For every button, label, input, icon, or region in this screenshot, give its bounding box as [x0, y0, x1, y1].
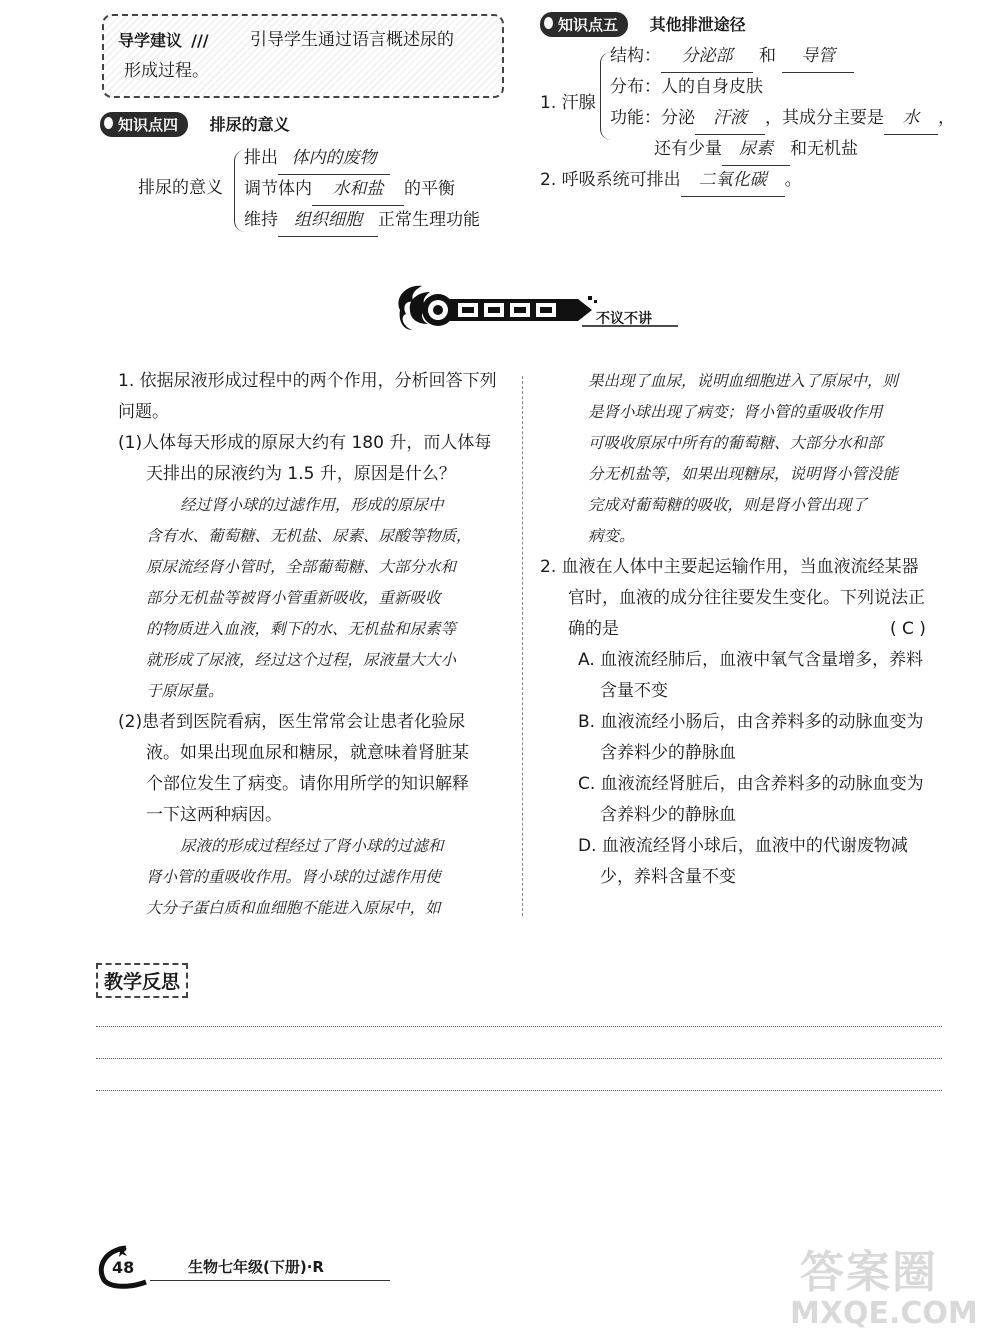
kp5-header [540, 12, 746, 37]
q2-option-a-line1: A. 血液流经肺后，血液中氧气含量增多，养料 [578, 650, 924, 670]
kp5-resp-fill: 二氧化碳 [681, 165, 785, 197]
kp5-resp-post: 。 [784, 170, 802, 190]
kp5-also [654, 134, 858, 166]
kp4-row-2 [244, 174, 455, 206]
kp5-function [610, 103, 955, 135]
kp5-also-fill: 尿素 [722, 134, 790, 166]
kp5-structure [610, 41, 854, 73]
q1-p1-line2: 天排出的尿液约为 1.5 升，原因是什么？ [146, 464, 456, 484]
kp4-row-2-fill: 水和盐 [312, 174, 404, 206]
kp5-function-mid: ，其成分主要是 [765, 108, 884, 128]
q1-a2-left-line2: 肾小管的重吸收作用。肾小球的过滤作用使 [146, 868, 441, 886]
q2-stem-line2: 官时，血液的成分往往要发生变化。下列说法正 [568, 588, 925, 608]
kp4-title: 排尿的意义 [209, 115, 290, 134]
q1-a1-line6: 就形成了尿液，经过这个过程，尿液量大大小 [146, 651, 457, 669]
q1-a2-right-line3: 可吸收原尿中所有的葡萄糖、大部分水和部 [588, 434, 883, 452]
q2-option-d-line2: 少，养料含量不变 [600, 867, 736, 887]
q1-a2-left-line1: 尿液的形成过程经过了肾小球的过滤和 [180, 837, 444, 855]
kp5-function-fill1: 汗液 [695, 103, 765, 135]
kp4-row-3-fill: 组织细胞 [278, 205, 378, 237]
kp4-label: 知识点四 [100, 112, 188, 137]
guide-text-line2: 形成过程。 [124, 61, 209, 81]
q1-a1-line2: 含有水、葡萄糖、无机盐、尿素、尿酸等物质， [146, 527, 472, 545]
kp5-function-end: ， [938, 108, 955, 128]
guide-slashes: /// [191, 31, 209, 50]
q1-stem-line2: 问题。 [118, 402, 169, 422]
kp5-function-pre: 功能：分泌 [610, 108, 695, 128]
q1-a1-line3: 原尿流经肾小管时，全部葡萄糖、大部分水和 [146, 558, 457, 576]
kp5-respiration [540, 165, 802, 197]
q1-a2-left-line3: 大分子蛋白质和血细胞不能进入原尿中，如 [146, 899, 441, 917]
kp4-row-2-pre: 调节体内 [244, 179, 312, 199]
q1-a1-line5: 的物质进入血液，剩下的水、无机盐和尿素等 [146, 620, 457, 638]
kp5-also-post: 和无机盐 [790, 139, 858, 159]
q2-stem-line3: 确的是 [568, 619, 619, 639]
kp4-row-1-pre: 排出 [244, 148, 278, 168]
kp4-row-3-post: 正常生理功能 [378, 210, 480, 230]
q2-option-c-line1: C. 血液流经肾脏后，由含养料多的动脉血变为 [578, 774, 924, 794]
kp4-header [100, 112, 290, 137]
q1-p2-line4: 一下这两种病因。 [146, 805, 282, 825]
watermark-url: MXQE.COM [790, 1296, 978, 1331]
banner-subtitle: 不议不讲 [596, 311, 652, 327]
kp5-structure-pre: 结构： [610, 46, 661, 66]
q2-option-a-line2: 含量不变 [600, 681, 668, 701]
kp4-row-2-post: 的平衡 [404, 179, 455, 199]
book-title: 生物七年级(下册)·R [188, 1258, 324, 1276]
q1-p1-line1: (1)人体每天形成的原尿大约有 180 升，而人体每 [118, 433, 492, 453]
q1-p2-line3: 个部位发生了病变。请你用所学的知识解释 [146, 774, 469, 794]
q2-option-d-line1: D. 血液流经肾小球后，血液中的代谢废物减 [578, 836, 908, 856]
q1-a2-right-line4: 分无机盐等，如果出现糖尿，说明肾小管没能 [588, 465, 899, 483]
kp5-structure-fill1: 分泌部 [661, 41, 753, 73]
q1-a2-right-line6: 病变。 [588, 527, 635, 545]
q1-a1-line1: 经过肾小球的过滤作用，形成的原尿中 [180, 496, 444, 514]
q2-option-b-line1: B. 血液流经小肠后，由含养料多的动脉血变为 [578, 712, 924, 732]
reflection-line-2 [96, 1058, 942, 1059]
kp4-row-3 [244, 205, 480, 237]
kp4-row-1 [244, 143, 390, 175]
q1-p2-line1: (2)患者到医院看病，医生常常会让患者化验尿 [118, 712, 466, 732]
reflection-line-1 [96, 1026, 942, 1027]
q1-a2-right-line2: 是肾小球出现了病变；肾小管的重吸收作用 [588, 403, 883, 421]
watermark-logo: 答案圈 [800, 1247, 938, 1298]
kp5-distribution: 分布：人的自身皮肤 [610, 77, 763, 97]
kp5-resp-pre: 2. 呼吸系统可排出 [540, 170, 681, 190]
kp5-title: 其他排泄途径 [649, 15, 746, 34]
page-number: 48 [112, 1258, 135, 1277]
kp5-sweat-root: 1. 汗腺 [540, 93, 596, 113]
q2-stem-line1: 2. 血液在人体中主要起运输作用，当血液流经某器 [540, 557, 919, 577]
q1-a2-right-line5: 完成对葡萄糖的吸收，则是肾小管出现了 [588, 496, 868, 514]
reflection-label: 教学反思 [96, 963, 188, 998]
q1-a1-line7: 于原尿量。 [146, 682, 224, 700]
q2-answer: ( C ) [890, 619, 926, 639]
footer-line [150, 1280, 390, 1281]
q1-p2-line2: 液。如果出现血尿和糖尿，就意味着肾脏某 [146, 743, 469, 763]
q1-a1-line4: 部分无机盐等被肾小管重新吸收，重新吸收 [146, 589, 441, 607]
kp5-function-fill2: 水 [884, 103, 938, 135]
kp4-root: 排尿的意义 [138, 178, 223, 198]
q2-option-c-line2: 含养料少的静脉血 [600, 805, 736, 825]
q1-stem-line1: 1. 依据尿液形成过程中的两个作用，分析回答下列 [118, 371, 497, 391]
kp5-also-pre: 还有少量 [654, 139, 722, 159]
column-divider [522, 376, 523, 916]
guide-text-line1: 引导学生通过语言概述尿的 [250, 30, 454, 50]
guide-label-text: 导学建议 [118, 31, 183, 50]
kp4-row-1-fill: 体内的废物 [278, 143, 390, 175]
guide-label [118, 28, 209, 51]
reflection-line-3 [96, 1090, 942, 1091]
kp5-label: 知识点五 [540, 12, 628, 37]
kp5-structure-fill2: 导管 [782, 41, 854, 73]
q1-a2-right-line1: 果出现了血尿，说明血细胞进入了原尿中，则 [588, 372, 899, 390]
kp4-row-3-pre: 维持 [244, 210, 278, 230]
q2-option-b-line2: 含养料少的静脉血 [600, 743, 736, 763]
kp5-structure-mid: 和 [759, 46, 776, 66]
